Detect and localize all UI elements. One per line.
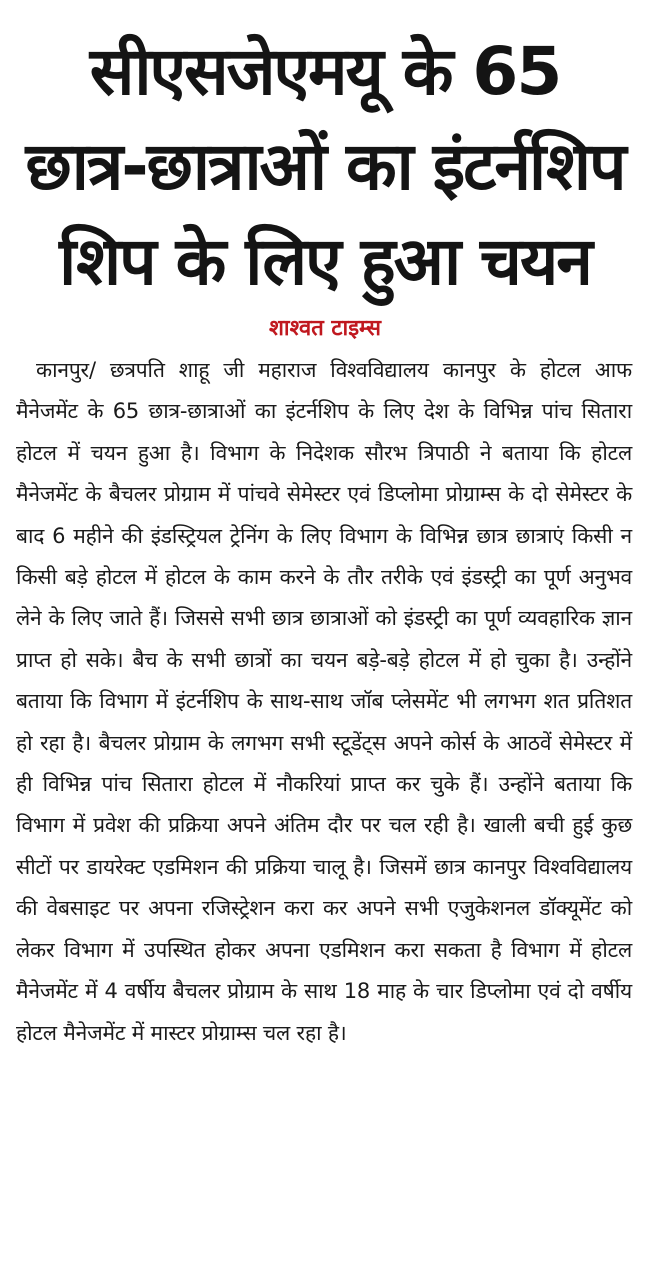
headline: सीएसजेएमयू के 65 छात्र-छात्राओं का इंटर्नशिप शिप के लिए हुआ चयन (25, 33, 625, 300)
article-body: कानपुर/ छत्रपति शाहू जी महाराज विश्वविद्यालय कानपुर के होटल आफ मैनेजमेंट के 65 छात्र-छात्राओं का इंटर्नशिप के लिए देश के विभिन्न पांच सितारा होटल में चयन हुआ है। विभाग के निदेशक सौरभ त्रिपाठी ने बताया कि होटल मैनेजमेंट के बैचलर प्रोग्राम में पांचवे सेमेस्टर एवं डिप्लोमा प्रोग्राम्स के दो सेमेस्टर के बाद 6 महीने की इंडस्ट्रियल ट्रेनिंग के लिए विभाग के विभिन्न छात्र छात्राएं किसी न किसी बड़े होटल में होटल के काम करने के तौर तरीके एवं इंडस्ट्री का पूर्ण अनुभव लेने के लिए जाते हैं। जिससे सभी छात्र छात्राओं को इंडस्ट्री का पूर्ण व्यवहारिक ज्ञान प्राप्त हो सके। बैच के सभी छात्रों का चयन बड़े-बड़े होटल में हो चुका है। उन्होंने बताया कि विभाग में इंटर्नशिप के साथ-साथ जॉब प्लेसमेंट भी लगभग शत प्रतिशत हो रहा है। बैचलर प्रोग्राम के लगभग सभी स्टूडेंट्स अपने कोर्स के आठवें सेमेस्टर में ही विभिन्न पांच सितारा होटल में नौकरियां प्राप्त कर चुके हैं। उन्होंने बताया कि विभाग में प्रवेश की प्रक्रिया अपने अंतिम दौर पर चल रही है। खाली बची हुई कुछ सीटों पर डायरेक्ट एडमिशन की प्रक्रिया चालू है। जिसमें छात्र कानपुर विश्वविद्यालय की वेबसाइट पर अपना रजिस्ट्रेशन करा कर अपने सभी एजुकेशनल डॉक्यूमेंट को लेकर विभाग में उपस्थित होकर अपना एडमिशन करा सकता है विभाग में होटल मैनेजमेंट में 4 वर्षीय बैचलर प्रोग्राम के साथ 18 माह के चार डिप्लोमा एवं दो वर्षीय होटल मैनेजमेंट में मास्टर प्रोग्राम्स चल रहा है। (16, 358, 632, 1045)
byline: शाश्वत टाइम्स (268, 316, 382, 341)
